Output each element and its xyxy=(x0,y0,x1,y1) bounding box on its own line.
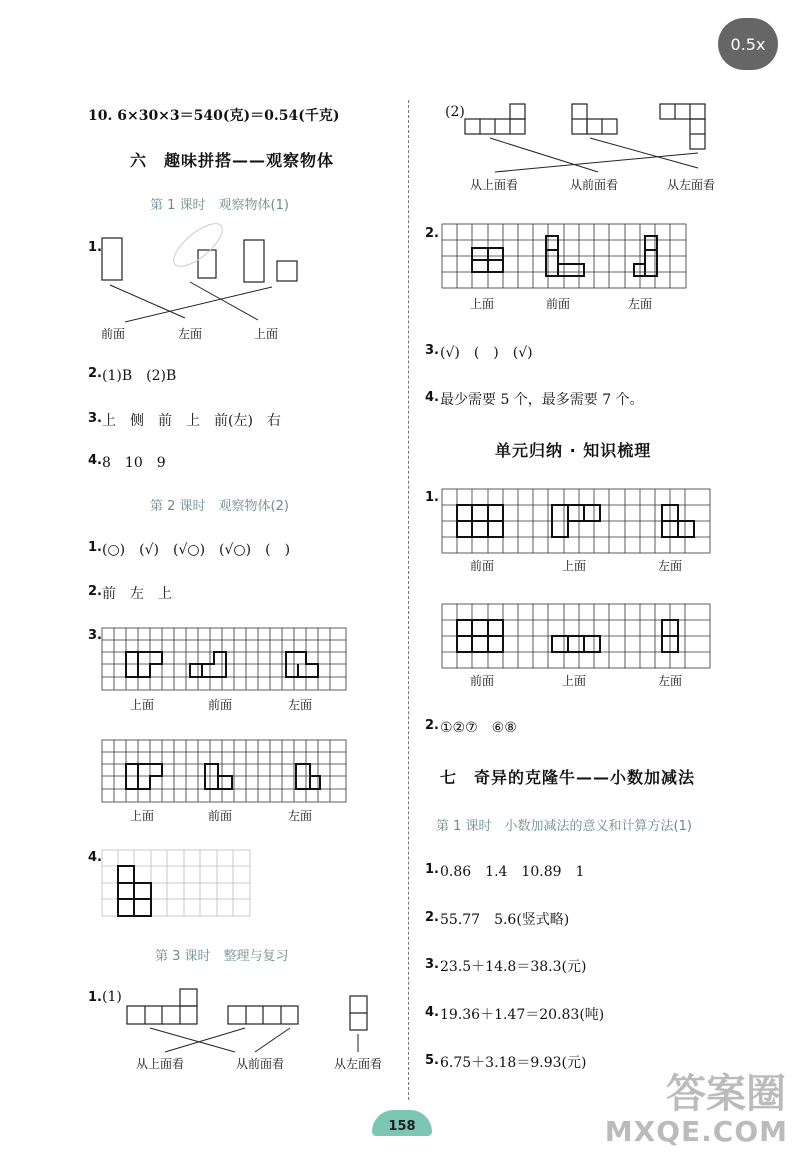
r-s1b-label-front: 前面 xyxy=(470,674,495,688)
l1-q1-label-top: 上面 xyxy=(254,327,279,341)
r-s1a-label-front: 前面 xyxy=(470,559,495,573)
r-q4-answer: 最少需要 5 个，最多需要 7 个。 xyxy=(440,392,644,408)
l2-q3a-label-front: 前面 xyxy=(208,698,233,712)
l1-q3-number: 3. xyxy=(88,411,102,426)
l2-q3b-label-left: 左面 xyxy=(288,809,313,823)
r-q1-2-label-front-view: 从前面看 xyxy=(570,178,619,192)
r-s2-answer: ①②⑦ ⑥⑧ xyxy=(440,720,517,736)
lesson3-title: 第 3 课时 整理与复习 xyxy=(155,949,289,964)
r-s1b-label-left: 左面 xyxy=(658,674,683,688)
watermark-url: MXQE.COM xyxy=(604,1115,788,1148)
l1-q3-answer: 上 侧 前 上 前(左) 右 xyxy=(102,413,281,429)
u7-q3-answer: 23.5＋14.8＝38.3(元) xyxy=(440,959,587,975)
r-q3-number: 3. xyxy=(425,343,439,358)
u7-q5-answer: 6.75＋3.18＝9.93(元) xyxy=(440,1055,587,1071)
r-s1a-label-left: 左面 xyxy=(658,559,683,573)
summary-title: 单元归纳 · 知识梳理 xyxy=(495,441,652,460)
lesson1-title: 第 1 课时 观察物体(1) xyxy=(150,198,289,213)
l2-q3b-label-front: 前面 xyxy=(208,809,233,823)
l2-q3b-label-top: 上面 xyxy=(130,809,155,823)
l2-q3a-label-top: 上面 xyxy=(130,698,155,712)
u7-q4-answer: 19.36＋1.47＝20.83(吨) xyxy=(440,1007,605,1023)
l1-q4-number: 4. xyxy=(88,453,102,468)
l1-q4-answer: 8 10 9 xyxy=(102,455,166,471)
l2-q2-answer: 前 左 上 xyxy=(102,586,172,602)
r-s1a-label-top: 上面 xyxy=(562,559,587,573)
l2-q2-number: 2. xyxy=(88,584,102,599)
r-q4-number: 4. xyxy=(425,390,439,405)
l3-q1-sub: (1) xyxy=(102,989,122,1005)
unit7-title: 七 奇异的克隆牛——小数加减法 xyxy=(440,768,696,787)
lesson2-title: 第 2 课时 观察物体(2) xyxy=(150,499,289,514)
l3-q1-label-left-view: 从左面看 xyxy=(334,1057,383,1071)
r-q1-2-label-left-view: 从左面看 xyxy=(667,178,716,192)
l1-q1-number: 1. xyxy=(88,240,102,255)
r-q3-answer: (√) ( ) (√) xyxy=(440,345,533,361)
l3-q1-number: 1. xyxy=(88,990,102,1005)
u7-q5-number: 5. xyxy=(425,1053,439,1068)
watermark-logo: 答案圈 xyxy=(666,1071,786,1117)
u7-q2-answer: 55.77 5.6(竖式略) xyxy=(440,912,570,928)
l3-q1-label-front-view: 从前面看 xyxy=(236,1057,285,1071)
u7-q1-answer: 0.86 1.4 10.89 1 xyxy=(440,864,585,880)
r-s1-number: 1. xyxy=(425,490,439,505)
r-s1b-label-top: 上面 xyxy=(562,674,587,688)
u7-q3-number: 3. xyxy=(425,957,439,972)
answer-q10: 10. 6×30×3＝540(克)＝0.54(千克) xyxy=(88,108,340,124)
unit7-lesson1-title: 第 1 课时 小数加减法的意义和计算方法(1) xyxy=(436,819,692,834)
r-q2-label-top: 上面 xyxy=(470,297,495,311)
l2-q3a-label-left: 左面 xyxy=(288,698,313,712)
l2-q1-answer: (○) (√) (√○) (√○) ( ) xyxy=(102,542,291,558)
r-q2-label-left: 左面 xyxy=(628,297,653,311)
u7-q2-number: 2. xyxy=(425,910,439,925)
r-q2-number: 2. xyxy=(425,226,439,241)
l1-q1-label-left: 左面 xyxy=(178,327,203,341)
l1-q2-answer: (1)B (2)B xyxy=(102,368,177,384)
l2-q1-number: 1. xyxy=(88,540,102,555)
r-q2-label-front: 前面 xyxy=(546,297,571,311)
l3-q1-label-top-view: 从上面看 xyxy=(136,1057,185,1071)
r-s2-number: 2. xyxy=(425,718,439,733)
l2-q3-number: 3. xyxy=(88,628,102,643)
l1-q2-number: 2. xyxy=(88,366,102,381)
unit6-title: 六 趣味拼搭——观察物体 xyxy=(130,151,335,170)
r-q1-2-sub: (2) xyxy=(445,104,465,120)
r-q1-2-label-top-view: 从上面看 xyxy=(470,178,519,192)
u7-q4-number: 4. xyxy=(425,1005,439,1020)
l1-q1-label-front: 前面 xyxy=(101,327,126,341)
u7-q1-number: 1. xyxy=(425,862,439,877)
l2-q4-number: 4. xyxy=(88,850,102,865)
zoom-level-badge[interactable]: 0.5x xyxy=(718,18,778,70)
page-number-badge: 158 xyxy=(372,1110,432,1136)
